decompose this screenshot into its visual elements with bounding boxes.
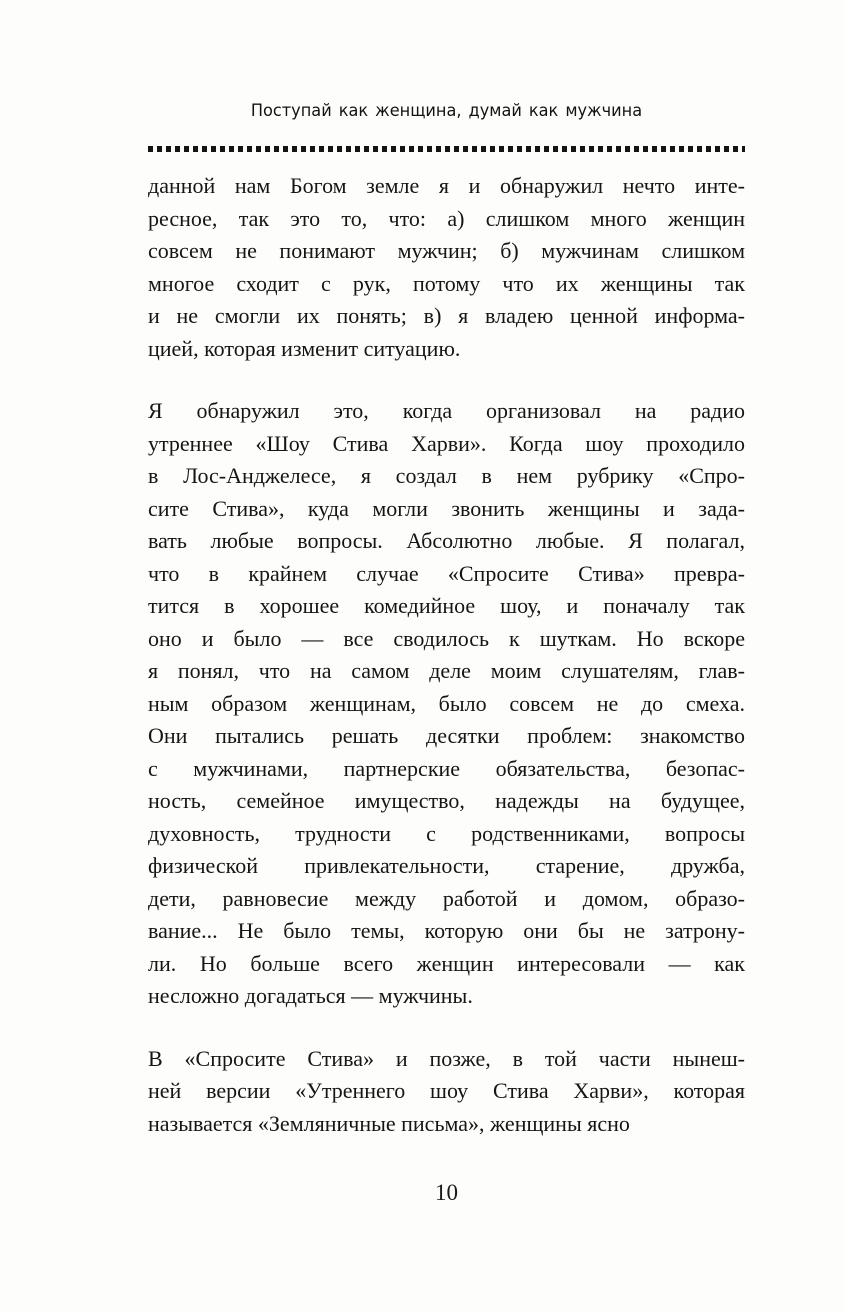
text-line: физической привлекательности, старение, дружба, xyxy=(148,853,745,878)
text-line: ресное, так это то, что: а) слишком много женщин xyxy=(148,205,745,231)
text-line: ным образом женщинам, было совсем не до смеха. xyxy=(148,690,745,716)
text-line: цией, которая изменит ситуацию. xyxy=(148,335,461,361)
text-line: несложно догадаться — мужчины. xyxy=(148,983,473,1008)
text-line: с мужчинами, партнерские обязательства, безопас- xyxy=(148,755,745,781)
text-line: что в крайнем случае «Спросите Стива» превра- xyxy=(148,560,745,586)
text-line: ность, семейное имущество, надежды на будущее, xyxy=(148,788,745,813)
text-line: утреннее «Шоу Стива Харви». Когда шоу проходило xyxy=(148,430,745,456)
text-line: вание... Не было темы, которую они бы не затрону- xyxy=(148,918,745,943)
text-line: называется «Земляничные письма», женщины ясно xyxy=(148,1110,630,1136)
paragraph xyxy=(148,170,745,365)
text-line: В «Спросите Стива» и позже, в той части нынеш- xyxy=(148,1045,745,1071)
text-line: Я обнаружил это, когда организовал на радио xyxy=(148,398,745,423)
text-line: совсем не понимают мужчин; б) мужчинам слишком xyxy=(148,238,745,263)
body-text xyxy=(148,170,745,1140)
text-line: вать любые вопросы. Абсолютно любые. Я полагал, xyxy=(148,528,745,553)
running-header: Поступай как женщина, думай как мужчина xyxy=(250,101,643,121)
text-line: я понял, что на самом деле моим слушателям, глав- xyxy=(148,658,745,683)
text-line: в Лос-Анджелесе, я создал в нем рубрику «Спро- xyxy=(148,463,745,488)
page-number: 10 xyxy=(435,1180,458,1205)
text-line: и не смогли их понять; в) я владею ценной информа- xyxy=(148,303,745,328)
text-line: дети, равновесие между работой и домом, образо- xyxy=(148,885,745,911)
text-line: ли. Но больше всего женщин интересовали — как xyxy=(148,950,745,976)
dotted-divider xyxy=(148,146,745,152)
text-line: тится в хорошее комедийное шоу, и поначалу так xyxy=(148,593,745,618)
text-line: ней версии «Утреннего шоу Стива Харви», которая xyxy=(148,1078,745,1103)
text-line: данной нам Богом земле я и обнаружил нечто инте- xyxy=(148,173,745,198)
paragraph xyxy=(148,395,745,1013)
text-line: оно и было — все сводилось к шуткам. Но вскоре xyxy=(148,625,745,651)
paragraph xyxy=(148,1043,745,1141)
text-line: сите Стива», куда могли звонить женщины и зада- xyxy=(148,495,745,521)
text-line: многое сходит с рук, потому что их женщины так xyxy=(148,270,745,296)
text-line: Они пытались решать десятки проблем: знакомство xyxy=(148,723,745,748)
text-line: духовность, трудности с родственниками, вопросы xyxy=(148,820,745,846)
